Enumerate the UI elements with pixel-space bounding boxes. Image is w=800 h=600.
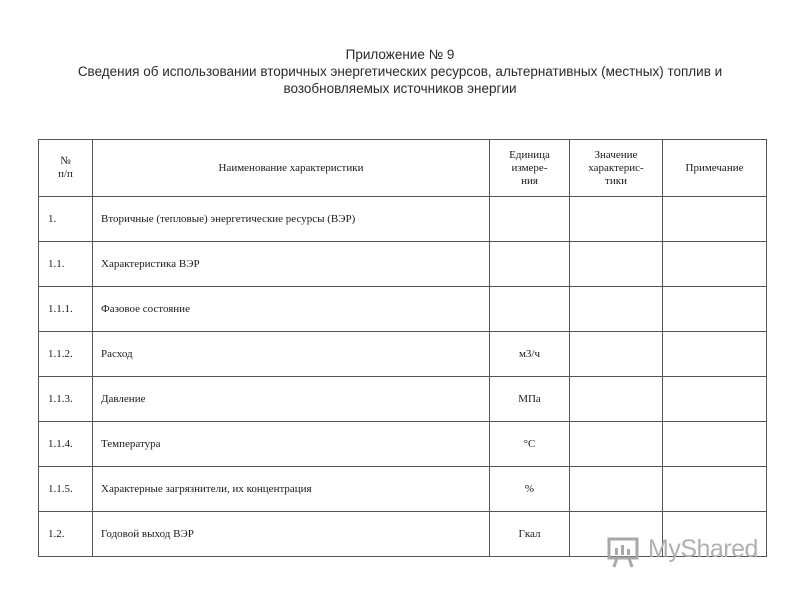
row-name: Характерные загрязнители, их концентрация bbox=[93, 467, 490, 512]
row-unit bbox=[490, 197, 570, 242]
table-row bbox=[39, 422, 767, 467]
row-note bbox=[663, 467, 767, 512]
myshared-watermark bbox=[606, 533, 766, 573]
document-subtitle-line2: возобновляемых источников энергии bbox=[283, 81, 517, 96]
row-note bbox=[663, 242, 767, 287]
column-header-unit: Единица измере- ния bbox=[490, 140, 570, 197]
row-number: 1.1.1. bbox=[39, 287, 93, 332]
table-row bbox=[39, 242, 767, 287]
row-unit bbox=[490, 242, 570, 287]
appendix-title: Приложение № 9 bbox=[345, 47, 455, 62]
row-value bbox=[570, 467, 663, 512]
watermark-text: MyShared bbox=[648, 535, 758, 563]
row-name: Температура bbox=[93, 422, 490, 467]
row-note bbox=[663, 332, 767, 377]
row-number: 1.1.4. bbox=[39, 422, 93, 467]
table-row bbox=[39, 377, 767, 422]
row-name: Годовой выход ВЭР bbox=[93, 512, 490, 557]
characteristics-table bbox=[38, 139, 767, 557]
presentation-board-icon bbox=[606, 537, 642, 569]
row-number: 1.2. bbox=[39, 512, 93, 557]
column-header-value: Значение характерис- тики bbox=[570, 140, 663, 197]
row-note bbox=[663, 377, 767, 422]
row-value bbox=[570, 422, 663, 467]
row-name: Расход bbox=[93, 332, 490, 377]
row-unit: МПа bbox=[490, 377, 570, 422]
column-header-number: № п/п bbox=[39, 140, 93, 197]
row-number: 1. bbox=[39, 197, 93, 242]
row-unit bbox=[490, 287, 570, 332]
row-unit: % bbox=[490, 467, 570, 512]
row-number: 1.1.2. bbox=[39, 332, 93, 377]
row-value bbox=[570, 242, 663, 287]
row-unit: м3/ч bbox=[490, 332, 570, 377]
row-name: Характеристика ВЭР bbox=[93, 242, 490, 287]
document-header bbox=[0, 46, 800, 97]
table-row bbox=[39, 467, 767, 512]
document-subtitle-line1: Сведения об использовании вторичных энергетических ресурсов, альтернативных (местных) топлив и bbox=[77, 64, 723, 79]
row-name: Вторичные (тепловые) энергетические ресурсы (ВЭР) bbox=[93, 197, 490, 242]
column-header-note: Примечание bbox=[663, 140, 767, 197]
table-row bbox=[39, 332, 767, 377]
row-value bbox=[570, 287, 663, 332]
row-note bbox=[663, 422, 767, 467]
row-note bbox=[663, 287, 767, 332]
row-unit: °С bbox=[490, 422, 570, 467]
row-unit: Гкал bbox=[490, 512, 570, 557]
row-value bbox=[570, 377, 663, 422]
table-row bbox=[39, 197, 767, 242]
row-number: 1.1. bbox=[39, 242, 93, 287]
table-header-row bbox=[39, 140, 767, 197]
row-value bbox=[570, 332, 663, 377]
row-note bbox=[663, 197, 767, 242]
table-row bbox=[39, 287, 767, 332]
row-name: Фазовое состояние bbox=[93, 287, 490, 332]
row-value bbox=[570, 197, 663, 242]
row-name: Давление bbox=[93, 377, 490, 422]
row-number: 1.1.5. bbox=[39, 467, 93, 512]
column-header-name: Наименование характеристики bbox=[93, 140, 490, 197]
row-number: 1.1.3. bbox=[39, 377, 93, 422]
